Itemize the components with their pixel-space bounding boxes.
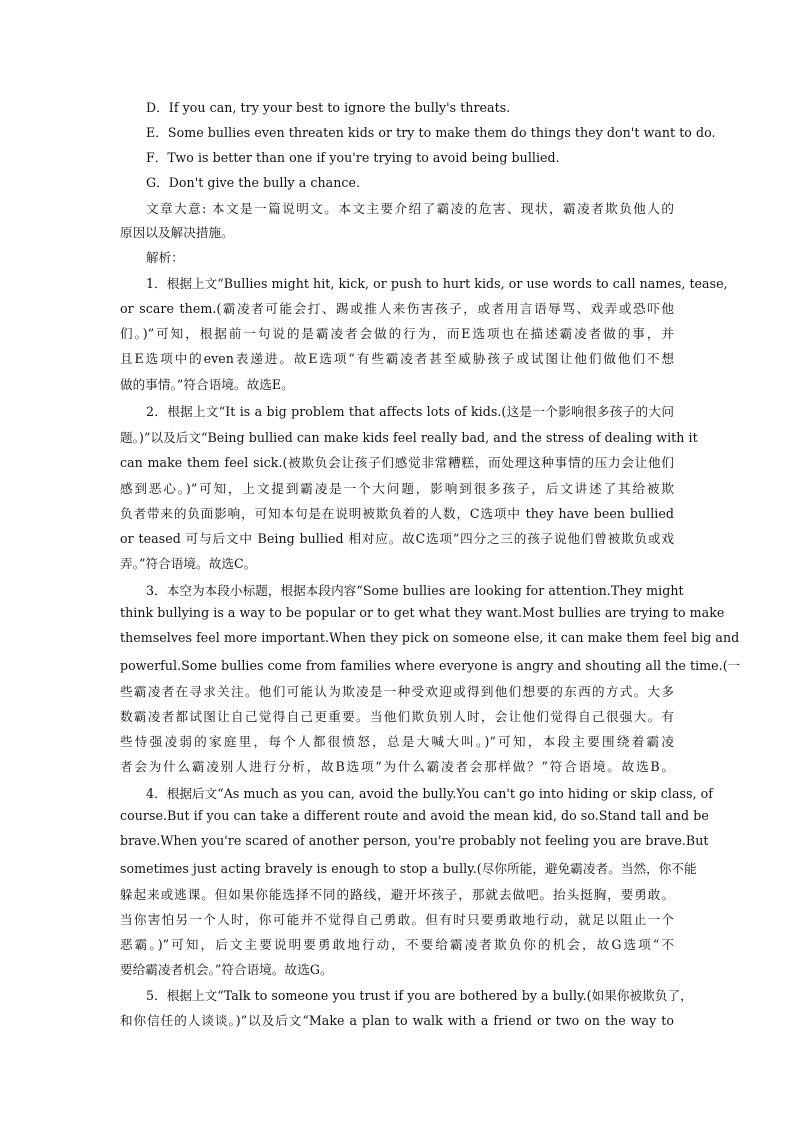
paragraph-line: themselves feel more important.When they pick on someone else, it can make them feel big and: [120, 630, 740, 645]
option-g: G．Don't give the bully a chance.: [146, 175, 361, 190]
paragraph-line: sometimes just acting bravely is enough to stop a bully.(尽你所能，避免霸凌者。当然，你不能: [120, 861, 697, 876]
paragraph-line: 些恃强凌弱的家庭里，每个人都很愤怒，总是大喊大叫。)”可知，本段主要围绕着霸凌: [120, 734, 674, 749]
paragraph-line: 5．根据上文“Talk to someone you trust if you are bothered by a bully.(如果你被欺负了，: [146, 988, 693, 1003]
paragraph-line: 弄。”符合语境。故选C。: [120, 556, 257, 571]
paragraph-line: brave.When you're scared of another person, you're probably not feeling you are brave.But: [120, 833, 709, 848]
paragraph-line: powerful.Some bullies come from families where everyone is angry and shouting all the time.(一: [120, 658, 741, 673]
option-e: E．Some bullies even threaten kids or try to make them do things they don't want to do.: [146, 125, 716, 140]
paragraph-line: 3．本空为本段小标题，根据本段内容“Some bullies are looking for attention.They might: [146, 583, 684, 598]
paragraph-line: course.But if you can take a different route and avoid the mean kid, do so.Stand tall and be: [120, 808, 709, 823]
paragraph-line: or teased 可与后文中 Being bullied 相对应。故C选项“四分之三的孩子说他们曾被欺负或戏: [120, 531, 674, 546]
paragraph-line: 和你信任的人谈谈。)”以及后文“Make a plan to walk with a friend or two on the way to: [120, 1013, 674, 1028]
summary-line: 文章大意: 本文是一篇说明文。本文主要介绍了霸凌的危害、现状，霸凌者欺负他人的: [146, 201, 674, 216]
paragraph-line: think bullying is a way to be popular or to get what they want.Most bullies are trying to make: [120, 605, 725, 620]
option-d: D．If you can, try your best to ignore the bully's threats.: [146, 100, 511, 115]
paragraph-line: 做的事情。”符合语境。故选E。: [120, 377, 294, 392]
paragraph-line: 负者带来的负面影响，可知本句是在说明被欺负着的人数，C选项中 they have been bullied: [120, 506, 674, 521]
paragraph-line: 要给霸凌者机会。”符合语境。故选G。: [120, 962, 333, 977]
paragraph-line: 们。)”可知，根据前一句说的是霸凌者会做的行为，而E选项也在描述霸凌者做的事，并: [120, 326, 674, 341]
paragraph-line: 1．根据上文“Bullies might hit, kick, or push to hurt kids, or use words to call names, tease,: [146, 276, 728, 291]
paragraph-line: 2．根据上文“It is a big problem that affects lots of kids.(这是一个影响很多孩子的大问: [146, 404, 674, 419]
paragraph-line: 当你害怕另一个人时，你可能并不觉得自己勇敢。但有时只要勇敢地行动，就足以阻止一个: [120, 912, 674, 927]
paragraph-line: 恶霸。)”可知，后文主要说明要勇敢地行动，不要给霸凌者欺负你的机会，故G选项“不: [120, 937, 674, 952]
analysis-label: 解析：: [146, 250, 184, 265]
paragraph-line: 躲起来或逃课。但如果你能选择不同的路线，避开坏孩子，那就去做吧。抬头挺胸，要勇敢。: [120, 887, 674, 902]
summary-line: 原因以及解决措施。: [120, 225, 234, 240]
paragraph-line: 感到恶心。)”可知，上文提到霸凌是一个大问题，影响到很多孩子，后文讲述了其给被欺: [120, 481, 674, 496]
paragraph-line: 数霸凌者都试图让自己觉得自己更重要。当他们欺负别人时，会让他们觉得自己很强大。有: [120, 709, 674, 724]
paragraph-line: can make them feel sick.(被欺负会让孩子们感觉非常糟糕，而处理这种事情的压力会让他们: [120, 455, 674, 470]
paragraph-line: 4．根据后文“As much as you can, avoid the bully.You can't go into hiding or skip class, of: [146, 786, 714, 801]
paragraph-line: or scare them.(霸凌者可能会打、踢或推人来伤害孩子，或者用言语辱骂、戏弄或恐吓他: [120, 301, 674, 316]
option-f: F．Two is better than one if you're trying to avoid being bullied.: [146, 150, 560, 165]
paragraph-line: 题。)”以及后文“Being bullied can make kids feel really bad, and the stress of dealing with it: [120, 430, 698, 445]
paragraph-line: 者会为什么霸凌别人进行分析，故B选项“为什么霸凌者会那样做？”符合语境。故选B。: [120, 759, 674, 774]
paragraph-line: 些霸凌者在寻求关注。他们可能认为欺凌是一种受欢迎或得到他们想要的东西的方式。大多: [120, 684, 674, 699]
paragraph-line: 且E选项中的even表递进。故E选项“有些霸凌者甚至威胁孩子或试图让他们做他们不想: [120, 351, 674, 366]
